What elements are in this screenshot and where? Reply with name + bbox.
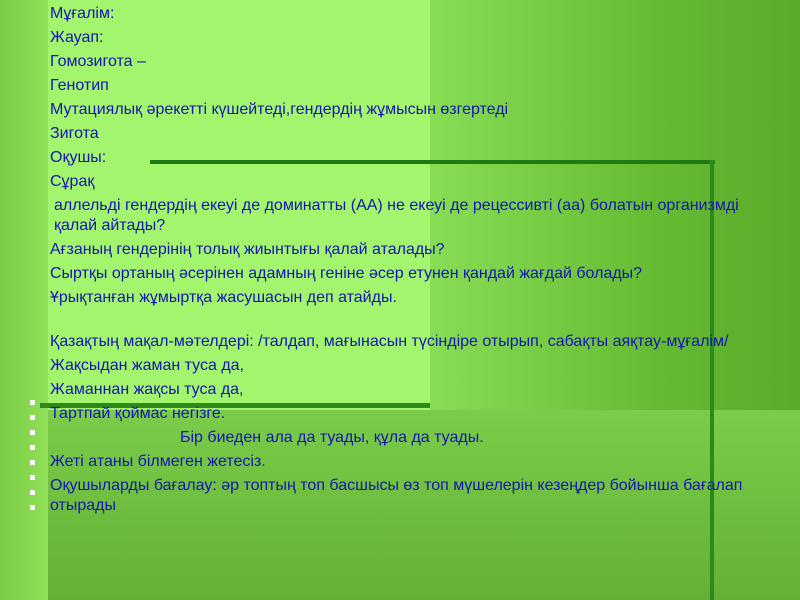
bullet-marker bbox=[30, 460, 35, 465]
question-1: аллельді гендердің екеуі де доминатты (АА) не екеуі де рецессивті (аа) болатын организмді қалай айтады? bbox=[54, 197, 739, 234]
bullet-marker bbox=[30, 415, 35, 420]
answer-genotype: Генотип bbox=[50, 77, 109, 94]
bullet-marker bbox=[30, 490, 35, 495]
proverb-line-4: Бір биеден ала да туады, құла да туады. bbox=[180, 429, 484, 446]
proverb-line-2: Жаманнан жақсы туса да, bbox=[50, 381, 244, 398]
proverbs-intro: Қазақтың мақал-мәтелдері: /талдап, мағынасын түсіндіре отырып, сабақты аяқтау-мұғалім/ bbox=[50, 333, 729, 350]
question-label: Сұрақ bbox=[50, 173, 95, 190]
background-left-strip bbox=[0, 0, 48, 600]
bullet-marker bbox=[30, 400, 35, 405]
teacher-label: Мұғалім: bbox=[50, 5, 115, 22]
assessment-text: Оқушыларды бағалау: әр топтың топ басшысы өз топ мүшелерін кезеңдер бойынша бағалап отырады bbox=[50, 477, 743, 514]
answer-homozygote: Гомозигота – bbox=[50, 53, 146, 70]
question-4: Ұрықтанған жұмыртқа жасушасын деп атайды. bbox=[50, 289, 397, 306]
proverb-line-5: Жеті атаны білмеген жетесіз. bbox=[50, 453, 266, 470]
proverb-line-3: Тартпай қоймас негізге. bbox=[50, 405, 226, 422]
proverb-line-1: Жақсыдан жаман туса да, bbox=[50, 357, 244, 374]
student-label: Оқушы: bbox=[50, 149, 107, 166]
bullet-column bbox=[30, 400, 38, 520]
bullet-marker bbox=[30, 475, 35, 480]
slide-text bbox=[50, 4, 755, 520]
question-3: Сыртқы ортаның әсерінен адамның геніне әсер етунен қандай жағдай болады? bbox=[50, 265, 643, 282]
bullet-marker bbox=[30, 505, 35, 510]
question-2: Ағзаның гендерінің толық жиынтығы қалай аталады? bbox=[50, 241, 445, 258]
bullet-marker bbox=[30, 430, 35, 435]
answer-mutation: Мутациялық әрекетті күшейтеді,гендердің жұмысын өзгертеді bbox=[50, 101, 509, 118]
answer-label: Жауап: bbox=[50, 29, 104, 46]
answer-zygote: Зигота bbox=[50, 125, 99, 142]
bullet-marker bbox=[30, 445, 35, 450]
